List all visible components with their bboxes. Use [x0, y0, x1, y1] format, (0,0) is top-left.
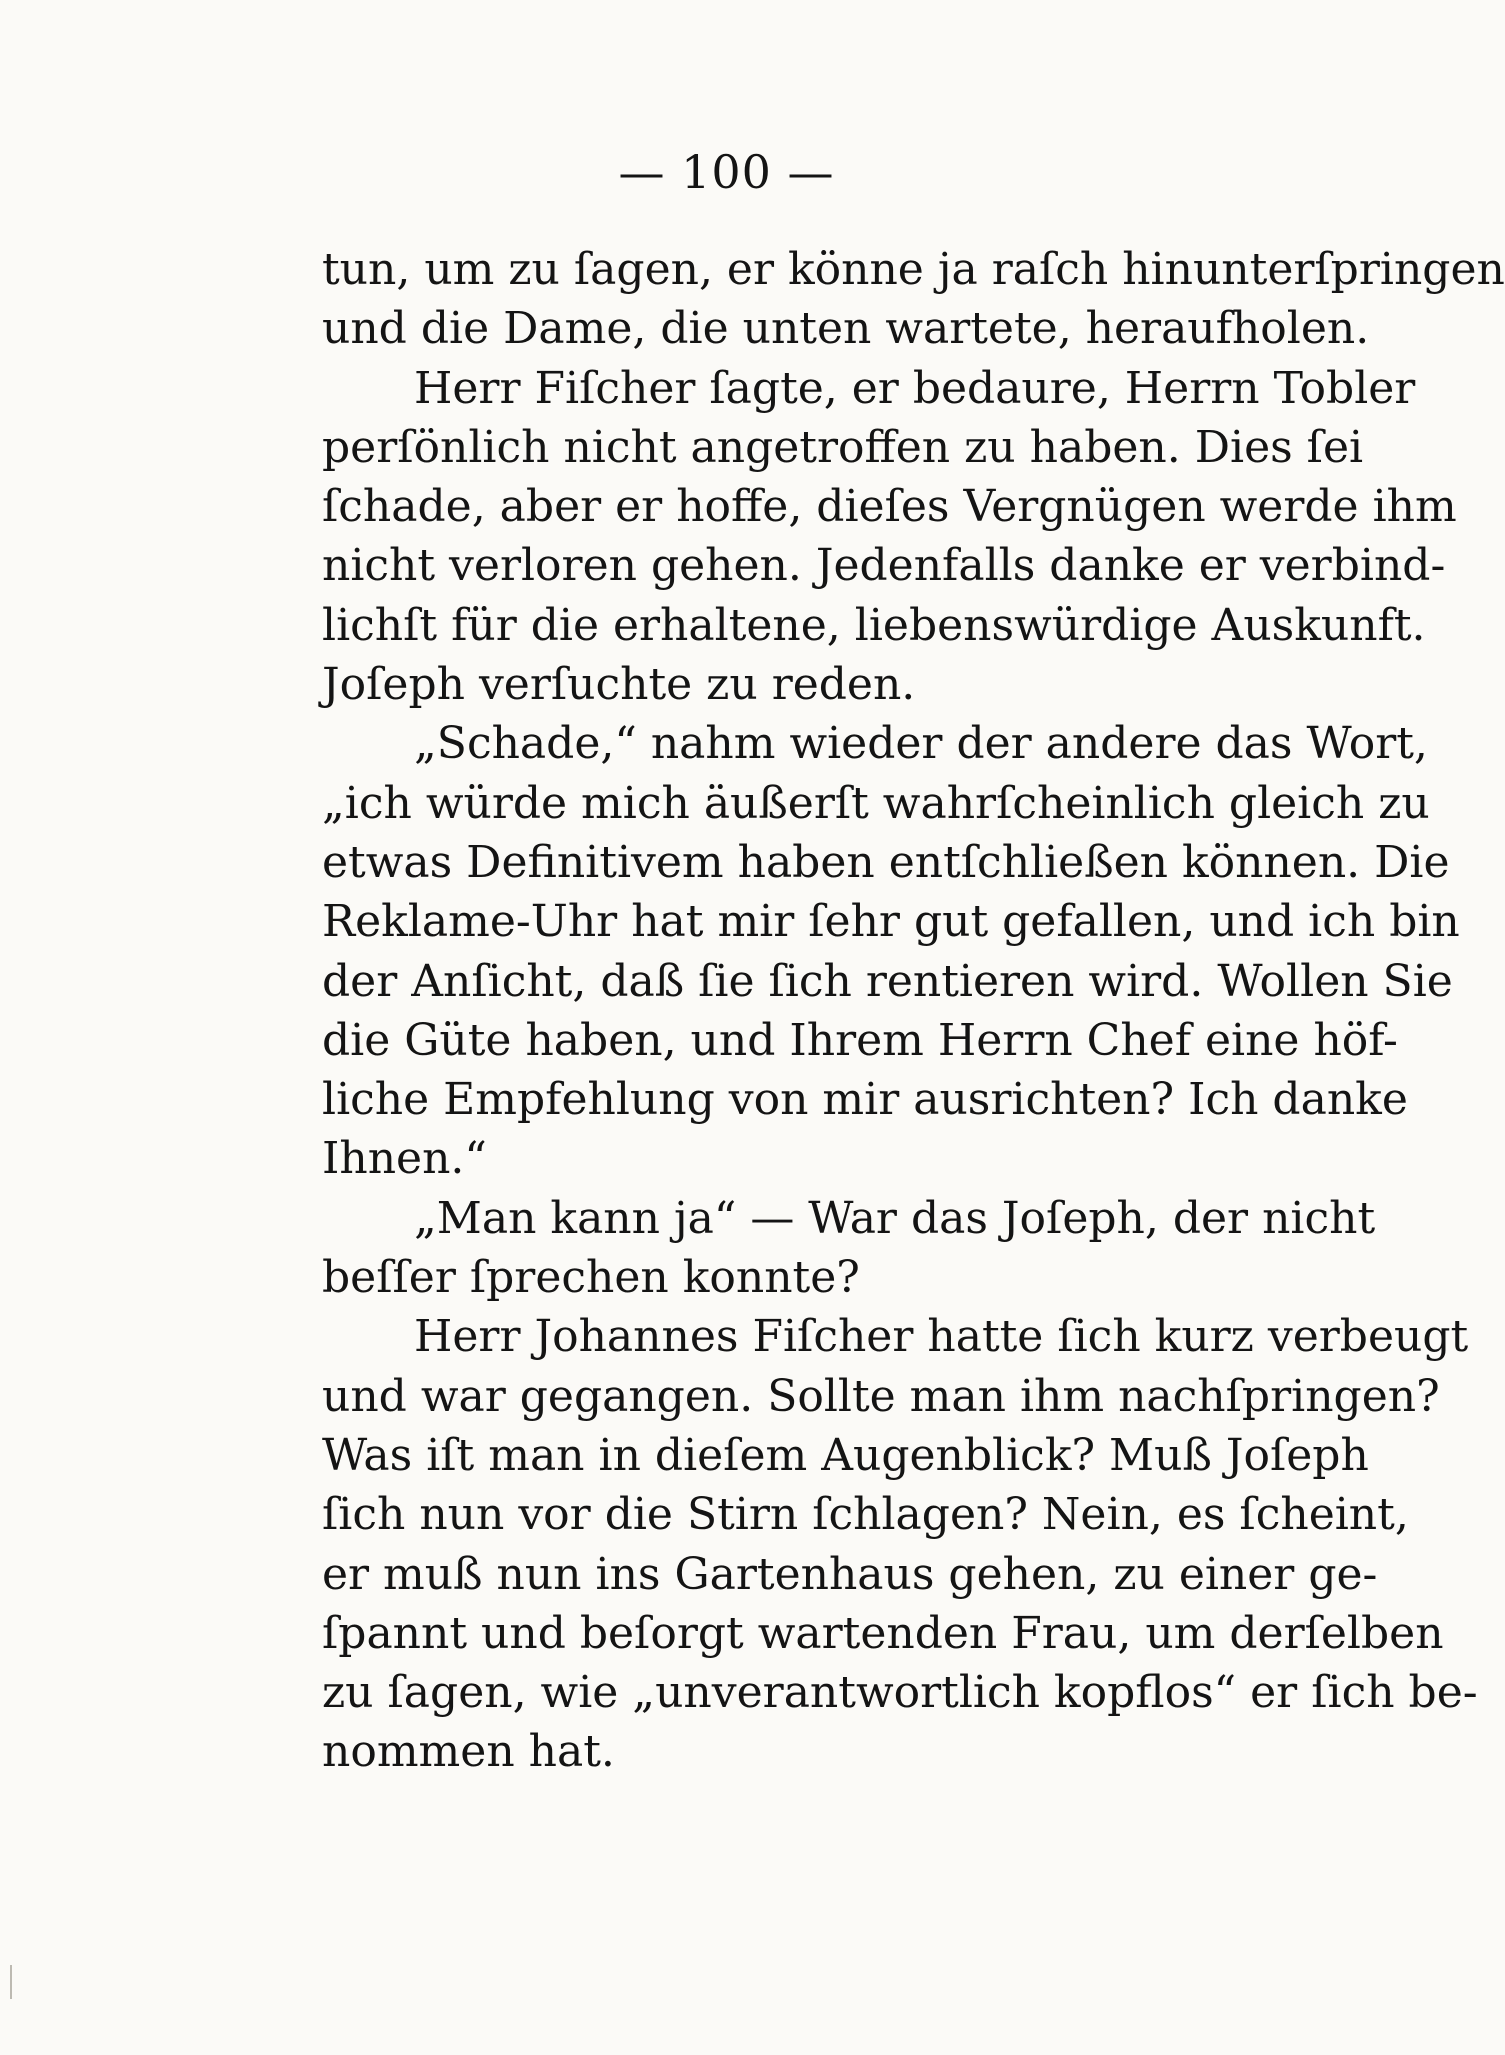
text-line: er muß nun ins Gartenhaus gehen, zu einer ge-	[322, 1548, 1378, 1600]
text-line: perſönlich nicht angetroffen zu haben. Dies ſei	[322, 421, 1364, 473]
text-line: liche Empfehlung von mir ausrichten? Ich danke	[322, 1074, 1408, 1126]
text-line: nicht verloren gehen. Jedenfalls danke er verbind-	[322, 540, 1446, 592]
text-line: ſich nun vor die Stirn ſchlagen? Nein, es ſcheint,	[322, 1489, 1409, 1541]
text-line: der Anſicht, daß ſie ſich rentieren wird. Wollen Sie	[322, 955, 1453, 1007]
text-line: etwas Definitivem haben entſchließen können. Die	[322, 836, 1450, 888]
text-line: ſchade, aber er hoffe, dieſes Vergnügen werde ihm	[322, 481, 1457, 533]
text-line: Joſeph verſuchte zu reden.	[322, 659, 916, 711]
text-line: „Schade,“ nahm wieder der andere das Wort,	[414, 718, 1428, 770]
text-line: „ich würde mich äußerſt wahrſcheinlich gleich zu	[322, 777, 1430, 829]
body-text	[322, 240, 1505, 1782]
text-line: die Güte haben, und Ihrem Herrn Chef eine höf-	[322, 1014, 1398, 1066]
text-line: und die Dame, die unten wartete, heraufholen.	[322, 303, 1370, 355]
text-line: Herr Fiſcher ſagte, er bedaure, Herrn Tobler	[414, 362, 1416, 414]
text-line: Ihnen.“	[322, 1133, 487, 1185]
text-line: zu ſagen, wie „unverantwortlich kopflos“ er ſich be-	[322, 1667, 1478, 1719]
text-line: Herr Johannes Fiſcher hatte ſich kurz verbeugt	[414, 1311, 1469, 1363]
text-line: tun, um zu ſagen, er könne ja raſch hinunterſpringen	[322, 244, 1505, 295]
text-line: und war gegangen. Sollte man ihm nachſpringen?	[322, 1370, 1440, 1422]
text-line: Reklame-Uhr hat mir ſehr gut gefallen, und ich bin	[322, 896, 1460, 948]
text-line: nommen hat.	[322, 1726, 615, 1778]
text-line: ſpannt und beſorgt wartenden Frau, um derſelben	[322, 1607, 1444, 1659]
page-number: — 100 —	[618, 145, 835, 199]
text-line: lichſt für die erhaltene, liebenswürdige Auskunft.	[322, 599, 1426, 651]
scan-edge-mark	[10, 1965, 12, 1999]
text-line: „Man kann ja“ — War das Joſeph, der nicht	[414, 1192, 1376, 1244]
text-line: beſſer ſprechen konnte?	[322, 1252, 860, 1304]
text-line: Was iſt man in dieſem Augenblick? Muß Joſeph	[322, 1429, 1369, 1481]
